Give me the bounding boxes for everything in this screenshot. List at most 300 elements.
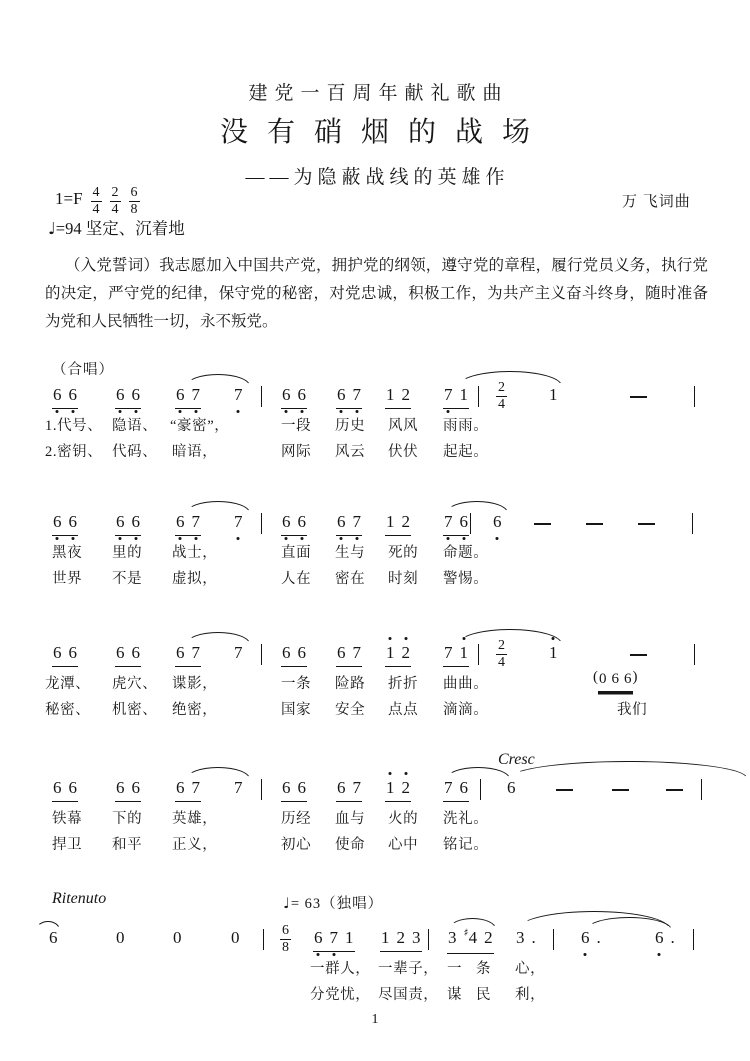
music-system <box>0 512 750 632</box>
annotation: Ritenuto <box>52 890 107 907</box>
time-signature <box>110 185 121 217</box>
key-time-signature-line <box>55 181 140 217</box>
low-octave-dot <box>194 537 197 540</box>
rest-note: 0 <box>231 928 240 947</box>
beam-group <box>336 643 362 667</box>
note-group <box>593 670 638 692</box>
high-octave-dot <box>404 772 407 775</box>
note-group <box>233 385 244 408</box>
lyric-segment: 国家 <box>281 702 312 718</box>
note: 6 <box>297 778 306 797</box>
note: 7 <box>352 778 361 797</box>
note-group <box>654 928 676 951</box>
note: 6 <box>176 643 185 662</box>
note-group <box>115 778 141 802</box>
note-group <box>447 928 494 954</box>
lyric-segment: 风风 <box>388 418 419 434</box>
lyric-segment: 捍卫 <box>52 837 83 853</box>
dedication-subtitle: ——为隐蔽战线的英雄作 <box>245 167 510 188</box>
lyric-segment: 黑夜 <box>52 545 83 561</box>
time-signature <box>91 185 102 217</box>
time-signature-list <box>83 181 140 217</box>
low-octave-dot <box>179 537 182 540</box>
note: 6 <box>68 643 77 662</box>
low-octave-dot <box>119 537 122 540</box>
note-group <box>443 643 469 667</box>
note: 1 <box>345 928 354 947</box>
barline <box>693 929 694 950</box>
beam-group <box>313 928 355 952</box>
tempo-text: =94 坚定、沉着地 <box>55 219 185 238</box>
note: 6 <box>132 385 141 404</box>
lyric-segment: 利， <box>515 987 546 1003</box>
low-octave-dot <box>237 410 240 413</box>
lyric-segment: 我们 <box>617 702 648 718</box>
note: 7 <box>352 643 361 662</box>
lyric-segment: 一辈子， <box>378 961 439 977</box>
note: 6 <box>493 512 502 531</box>
lyric-segment: 使命 <box>335 837 366 853</box>
note: 6 <box>611 671 619 687</box>
dash-note <box>534 523 551 525</box>
note-group <box>230 928 241 951</box>
lyric-segment: 尽国责， <box>378 987 439 1003</box>
slur-arc <box>36 921 60 930</box>
beam-group <box>175 385 201 409</box>
lyric-segment: 龙潭、 <box>45 676 91 692</box>
note: 1 <box>459 385 468 404</box>
lyric-segment: 初心 <box>281 837 312 853</box>
music-system <box>0 638 750 763</box>
beam-group <box>233 778 244 801</box>
low-octave-dot <box>56 537 59 540</box>
note-group <box>506 778 517 801</box>
barline <box>261 779 262 800</box>
note: 2 <box>401 385 410 404</box>
note-group <box>175 778 201 802</box>
note: 2 <box>402 643 411 662</box>
note: 6 <box>298 512 307 531</box>
lyric-segment: 谋 <box>447 987 463 1003</box>
low-octave-dot <box>119 410 122 413</box>
lyric-segment: 曲曲。 <box>443 676 489 692</box>
time-signature-top: 4 <box>92 185 100 200</box>
lyric-segment: 世界 <box>52 571 83 587</box>
note: 7 <box>353 385 362 404</box>
note-group <box>580 928 602 951</box>
lyric-segment: 心中 <box>388 837 419 853</box>
low-octave-dot <box>496 537 499 540</box>
low-octave-dot <box>71 537 74 540</box>
note: 1 <box>386 778 395 797</box>
barline <box>478 386 479 407</box>
barline <box>553 929 554 950</box>
note-group <box>385 778 411 802</box>
music-system <box>0 890 750 1048</box>
high-octave-dot <box>404 637 407 640</box>
lyric-segment: 心， <box>515 961 546 977</box>
note: 7 <box>353 512 362 531</box>
note: 6 <box>282 778 291 797</box>
beam-group <box>115 512 141 536</box>
lyric-segment: 不是 <box>112 571 143 587</box>
annotation: ♩= 63（独唱） <box>283 896 384 912</box>
lyric-segment: 密在 <box>335 571 366 587</box>
lyric-segment: 秘密、 <box>45 702 91 718</box>
lyric-segment: 分党忧， <box>310 987 371 1003</box>
low-octave-dot <box>71 410 74 413</box>
note: 3 <box>448 928 457 947</box>
slur-arc <box>458 371 562 386</box>
high-octave-dot <box>389 637 392 640</box>
barline <box>478 644 479 665</box>
time-signature-bottom: 4 <box>498 654 505 670</box>
note: 1 <box>460 643 469 662</box>
note: 7 <box>444 385 453 404</box>
beam-group <box>443 385 469 409</box>
note: 6 <box>337 778 346 797</box>
time-signature-top: 2 <box>111 185 119 200</box>
lyric-segment: 人在 <box>281 571 312 587</box>
beam-group <box>336 385 362 409</box>
note: 6 <box>116 385 125 404</box>
beam-group <box>654 928 676 951</box>
note: 1 <box>381 928 390 947</box>
close-paren: ) <box>632 669 638 685</box>
lyric-segment: 英雄， <box>172 811 218 827</box>
lyric-segment: 铁幕 <box>52 811 83 827</box>
note-group <box>175 643 201 667</box>
lyric-segment: 民 <box>476 987 492 1003</box>
barline <box>261 513 262 534</box>
low-octave-dot <box>355 537 358 540</box>
time-signature-bottom: 8 <box>130 201 138 217</box>
note: 6 <box>507 778 516 797</box>
time-signature-top: 2 <box>498 638 505 653</box>
note-group <box>233 778 244 801</box>
note: 6 <box>314 928 323 947</box>
low-octave-dot <box>355 410 358 413</box>
beam-group <box>233 512 244 535</box>
note: 6 <box>131 643 140 662</box>
low-octave-dot <box>285 537 288 540</box>
slur-arc <box>449 918 496 929</box>
note: 7 <box>444 778 453 797</box>
barline <box>692 513 693 534</box>
beam-group <box>48 928 59 951</box>
low-octave-dot <box>285 410 288 413</box>
low-octave-dot <box>447 410 450 413</box>
note-group <box>492 512 503 535</box>
note-group <box>385 643 411 667</box>
lyric-segment: 险路 <box>335 676 366 692</box>
beam-group <box>492 512 503 535</box>
composer-credit: 万 飞词曲 <box>622 194 691 210</box>
note: 6 <box>337 643 346 662</box>
note: 1 <box>386 643 395 662</box>
note-group <box>52 778 78 802</box>
lyric-segment: 命题。 <box>443 545 489 561</box>
note: 7 <box>444 512 453 531</box>
note: 6 <box>49 928 58 947</box>
note-group <box>52 385 78 409</box>
note-group <box>548 385 559 408</box>
note: 1 <box>386 385 395 404</box>
note-group <box>115 643 141 667</box>
lyric-segment: 起起。 <box>443 444 489 460</box>
lyric-segment: 雨雨。 <box>443 418 489 434</box>
barline <box>263 929 264 950</box>
lyric-segment: 警惕。 <box>443 571 489 587</box>
lyric-segment: 里的 <box>112 545 143 561</box>
note: 6 <box>337 512 346 531</box>
beam-group <box>115 928 126 951</box>
low-octave-dot <box>300 537 303 540</box>
time-signature-bottom: 4 <box>92 201 100 217</box>
lyric-segment: 一条 <box>281 676 312 692</box>
augmentation-dot: . <box>596 928 601 947</box>
slur-arc <box>510 761 747 778</box>
low-octave-dot <box>237 537 240 540</box>
barline <box>470 513 471 534</box>
low-octave-dot <box>658 953 661 956</box>
beam-group <box>506 778 517 801</box>
beam-group <box>281 512 307 536</box>
beam-group <box>548 385 559 408</box>
party-oath-paragraph: （入党誓词）我志愿加入中国共产党，拥护党的纲领，遵守党的章程，履行党员义务，执行党的决定，严守党的纪律，保守党的秘密，对党忠诚，积极工作，为共产主义奋斗终身，随时准备为党和人民牺牲一切，永不叛党。 <box>45 257 708 330</box>
music-system <box>0 751 750 898</box>
barline <box>261 386 262 407</box>
note: 6 <box>69 512 78 531</box>
beam-group <box>281 778 307 802</box>
lyric-segment: 死的 <box>388 545 419 561</box>
lyric-segment: 点点 <box>388 702 419 718</box>
note-group <box>281 385 307 409</box>
note: 1 <box>386 512 395 531</box>
time-signature-bottom: 4 <box>498 396 505 412</box>
note-group <box>443 385 469 409</box>
note-group <box>515 928 537 951</box>
beam-group <box>385 778 411 802</box>
note: 2 <box>401 512 410 531</box>
note: 3 <box>516 928 525 947</box>
beam-group <box>281 385 307 409</box>
beam-group <box>175 512 201 536</box>
lyric-segment: 一 <box>447 961 463 977</box>
low-octave-dot <box>332 953 335 956</box>
beam-group <box>336 512 362 536</box>
open-paren: ( <box>593 669 598 685</box>
lyric-segment: 伏伏 <box>388 444 419 460</box>
time-signature <box>129 185 140 217</box>
beam-group <box>52 778 78 802</box>
slur-arc <box>186 374 250 386</box>
note: 6 <box>459 778 468 797</box>
low-octave-dot <box>134 537 137 540</box>
beam-group <box>447 928 494 954</box>
note: 6 <box>624 671 632 687</box>
lyric-segment: 1.代号、 <box>45 418 103 434</box>
lyric-segment: 历史 <box>335 418 366 434</box>
lyric-segment: 直面 <box>281 545 312 561</box>
beam-group <box>52 385 78 409</box>
note-group <box>336 643 362 667</box>
note: 7 <box>191 643 200 662</box>
key-label: 1=F <box>55 189 83 209</box>
lyric-segment: 谍影， <box>172 676 218 692</box>
beam-group <box>443 778 469 802</box>
low-octave-dot <box>340 410 343 413</box>
low-octave-dot <box>194 410 197 413</box>
beam-group <box>172 928 183 951</box>
note: 2 <box>484 928 493 947</box>
time-signature-top: 6 <box>282 923 289 938</box>
song-title: 没有硝烟的战场 <box>219 117 549 148</box>
lyric-segment: 虎穴、 <box>112 676 158 692</box>
page-number: 1 <box>371 1012 379 1027</box>
note: 2 <box>396 928 405 947</box>
note: 6 <box>116 643 125 662</box>
note: 6 <box>655 928 664 947</box>
note-group <box>443 778 469 802</box>
note: 6 <box>53 512 62 531</box>
note-group <box>443 512 469 536</box>
lyric-segment: 暗语， <box>172 444 218 460</box>
note: 1 <box>549 385 558 404</box>
note: 6 <box>116 778 125 797</box>
augmentation-dot: . <box>531 928 536 947</box>
lyric-segment: 铭记。 <box>443 837 489 853</box>
note-group <box>115 928 126 951</box>
time-signature-bottom: 4 <box>111 201 119 217</box>
lyric-segment: 火的 <box>388 811 419 827</box>
quarter-note-icon: ♩ <box>283 896 291 912</box>
beam-group <box>515 928 537 951</box>
note: 7 <box>234 643 243 662</box>
lyric-segment: 机密、 <box>112 702 158 718</box>
note: 7 <box>234 512 243 531</box>
note: 7 <box>444 643 453 662</box>
lyric-segment: 一群人， <box>310 961 371 977</box>
dash-note <box>666 789 683 791</box>
lyric-segment: 一段 <box>281 418 312 434</box>
dash-note <box>586 523 603 525</box>
lyric-segment: 折折 <box>388 676 419 692</box>
beam-group <box>230 928 241 951</box>
note-group <box>233 643 244 666</box>
lyric-segment: 隐语、 <box>112 418 158 434</box>
note: 6 <box>176 778 185 797</box>
slur-arc <box>186 632 250 644</box>
quarter-note-icon: ♩ <box>48 219 56 238</box>
note: 6 <box>282 643 291 662</box>
beam-group <box>281 643 307 667</box>
tempo-marking <box>48 215 185 239</box>
beam-group <box>115 643 141 667</box>
note-group <box>385 385 411 409</box>
beam-group <box>52 512 78 536</box>
beam-group <box>385 643 411 667</box>
lyric-segment: 时刻 <box>388 571 419 587</box>
note: 6 <box>297 643 306 662</box>
note: 6 <box>282 512 291 531</box>
beam-group <box>233 385 244 408</box>
note: 6 <box>132 512 141 531</box>
dash-note <box>556 789 573 791</box>
annotation: （合唱） <box>52 362 114 378</box>
note: 7 <box>330 928 339 947</box>
note: 6 <box>337 385 346 404</box>
beam-group <box>443 643 469 667</box>
rest-note: 0 <box>116 928 125 947</box>
note: 6 <box>53 643 62 662</box>
lyric-segment: 网际 <box>281 444 312 460</box>
note: 1 <box>549 643 558 662</box>
note: 6 <box>68 778 77 797</box>
lyric-segment: 条 <box>476 961 492 977</box>
time-signature-top: 6 <box>130 185 138 200</box>
augmentation-dot: . <box>670 928 675 947</box>
note: 6 <box>53 385 62 404</box>
note-group <box>52 512 78 536</box>
note-group <box>313 928 355 952</box>
beam-group <box>115 778 141 802</box>
beam-group <box>580 928 602 951</box>
note-group <box>336 385 362 409</box>
time-signature <box>280 923 291 955</box>
note: 6 <box>282 385 291 404</box>
lyric-segment: 历经 <box>281 811 312 827</box>
note: 6 <box>53 778 62 797</box>
note: 7 <box>191 778 200 797</box>
barline <box>694 644 695 665</box>
beam-group <box>380 928 422 952</box>
note-group <box>48 928 59 951</box>
low-octave-dot <box>300 410 303 413</box>
lyric-segment: 代码、 <box>112 444 158 460</box>
note: 6 <box>176 512 185 531</box>
beam-group <box>115 385 141 409</box>
note-group <box>336 512 362 536</box>
beam-group <box>598 670 633 692</box>
slur-arc <box>186 767 250 779</box>
note: 6 <box>460 512 469 531</box>
note-group <box>115 512 141 536</box>
beam-group <box>548 643 559 666</box>
barline <box>480 779 481 800</box>
lyric-segment: 和平 <box>112 837 143 853</box>
annotation: Cresc <box>498 751 535 768</box>
time-signature-bottom: 8 <box>282 939 289 955</box>
note-group <box>281 778 307 802</box>
note: 6 <box>116 512 125 531</box>
note-group <box>52 643 78 667</box>
lyric-segment: 战士， <box>172 545 218 561</box>
lyric-segment: 虚拟， <box>172 571 218 587</box>
lyric-segment: 下的 <box>112 811 143 827</box>
series-label: 建党一百周年献礼歌曲 <box>248 83 509 104</box>
low-octave-dot <box>462 537 465 540</box>
note: 6 <box>176 385 185 404</box>
barline <box>428 929 429 950</box>
low-octave-dot <box>447 537 450 540</box>
note-group <box>281 643 307 667</box>
note: 6 <box>69 385 78 404</box>
note: 6 <box>131 778 140 797</box>
lyric-segment: 滴滴。 <box>443 702 489 718</box>
lyric-segment: 风云 <box>335 444 366 460</box>
barline <box>261 644 262 665</box>
